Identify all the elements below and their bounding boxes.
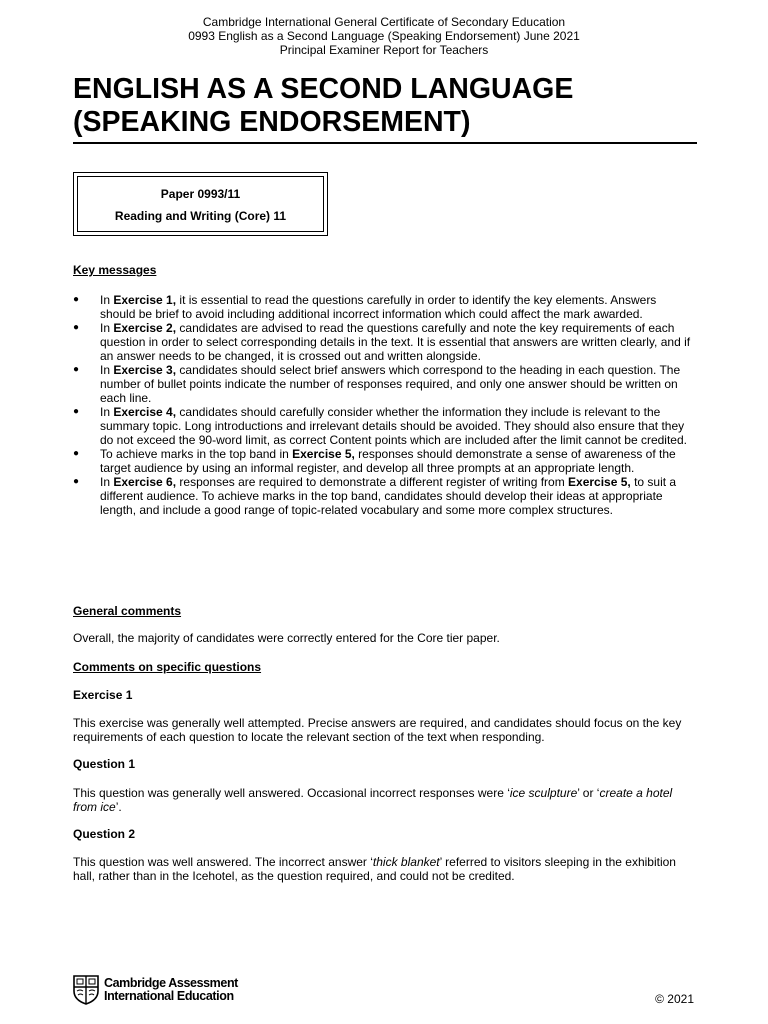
logo-wordmark: Cambridge Assessment International Education [104,976,238,1003]
bullet-icon: ● [73,294,80,305]
specific-comments-heading: Comments on specific questions [73,660,262,674]
cambridge-shield-icon [73,975,99,1005]
paper-box [73,172,328,236]
exercise-1-heading: Exercise 1 [73,688,133,702]
bullet-icon: ● [73,448,80,459]
general-comments-text: Overall, the majority of candidates were correctly entered for the Core tier paper. [73,631,500,645]
bullet-icon: ● [73,364,80,375]
header-line-1: Cambridge International General Certificate of Secondary Education [202,15,566,29]
paper-name: Reading and Writing (Core) 11 [114,209,287,223]
key-messages-heading: Key messages [73,263,157,277]
list-item: ● To achieve marks in the top band in Exercise 5, responses should demonstrate a sense of awareness of the target audience by using an informal register, and develop all three prompts at an appropriate length. [73,447,676,475]
question-1-text: This question was generally well answered. Occasional incorrect responses were ‘ice sculpture’ or ‘create a hotel from ice’. [73,786,673,814]
list-item: ● In Exercise 3, candidates should select brief answers which correspond to the heading in each question. The number of bullet points indicate the number of responses required, and only one answer should be written on each line. [73,363,681,405]
header-line-3: Principal Examiner Report for Teachers [279,43,489,57]
report-header [0,15,768,57]
title-line-1: ENGLISH AS A SECOND LANGUAGE [73,73,574,105]
paper-box-inner [77,176,324,232]
header-line-2: 0993 English as a Second Language (Speaking Endorsement) June 2021 [188,29,580,43]
bullet-icon: ● [73,476,80,487]
question-2-text: This question was well answered. The incorrect answer ‘thick blanket’ referred to visitors sleeping in the exhibition hall, rather than in the Icehotel, as the question required, and could not be credited. [73,855,676,883]
paper-code: Paper 0993/11 [160,187,241,201]
copyright: © 2021 [655,992,694,1006]
bullet-icon: ● [73,322,80,333]
cambridge-logo [73,975,238,1005]
document-title [73,73,697,144]
exercise-1-text: This exercise was generally well attempted. Precise answers are required, and candidates should focus on the key requirements of each question to locate the relevant section of the text when responding. [73,716,682,744]
list-item: ● In Exercise 4, candidates should carefully consider whether the information they include is relevant to the summary topic. Long introductions and irrelevant details should be avoided. They should also ensure that they do not exceed the 90-word limit, as correct Content points which are included after the limit cannot be credited. [73,405,687,447]
key-messages-list [73,293,693,517]
question-1-heading: Question 1 [73,757,136,771]
list-item: ● In Exercise 1, it is essential to read the questions carefully in order to identify the key elements. Answers should be brief to avoid including additional incorrect information which could affect the mark awarded. [73,293,657,321]
question-2-heading: Question 2 [73,827,136,841]
list-item: ● In Exercise 2, candidates are advised to read the questions carefully and note the key requirements of each question in order to select corresponding details in the text. It is essential that answers are written clearly, and if an answer needs to be changed, it is crossed out and written alongside. [73,321,691,363]
general-comments-heading: General comments [73,604,182,618]
bullet-icon: ● [73,406,80,417]
title-line-2: (SPEAKING ENDORSEMENT) [73,106,471,138]
list-item: ● In Exercise 6, responses are required to demonstrate a different register of writing from Exercise 5, to suit a different audience. To achieve marks in the top band, candidates should develop their ideas at appropriate length, and include a good range of topic-related vocabulary and some more complex structures. [73,475,677,517]
